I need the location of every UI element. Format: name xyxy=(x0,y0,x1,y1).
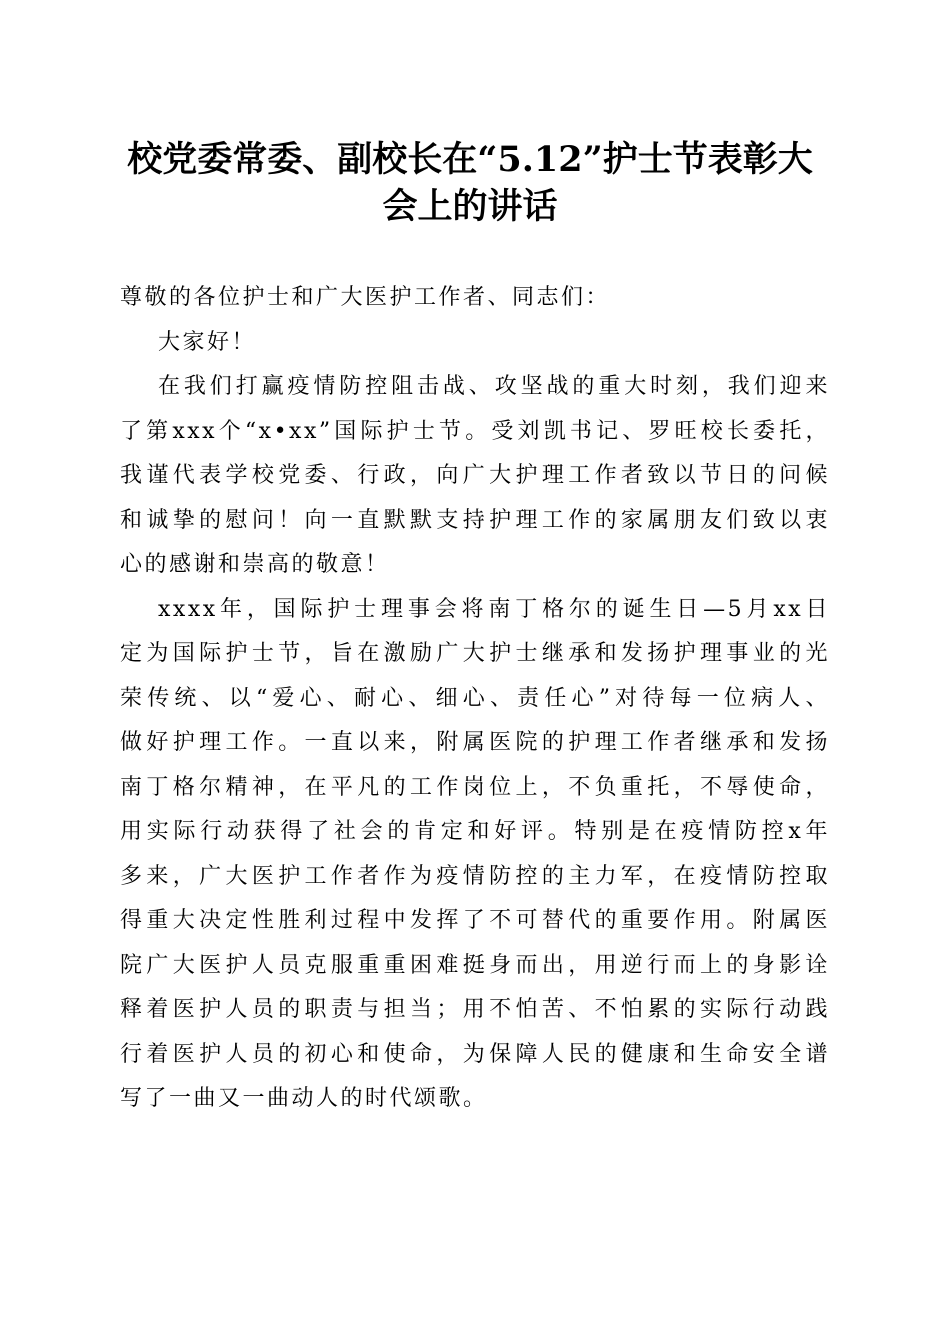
body-line: 行着医护人员的初心和使命，为保障人民的健康和生命安全谱 xyxy=(120,1041,830,1067)
body-line: 南丁格尔精神，在平凡的工作岗位上，不负重托，不辱使命， xyxy=(120,774,830,800)
body-line: 得重大决定性胜利过程中发挥了不可替代的重要作用。附属医 xyxy=(120,908,830,933)
title-line: 会上的讲话 xyxy=(382,186,558,227)
body-line: 院广大医护人员克服重重困难挺身而出，用逆行而上的身影诠 xyxy=(120,952,830,978)
body-line: 多来，广大医护工作者作为疫情防控的主力军，在疫情防控取 xyxy=(120,863,830,889)
body-line: 释着医护人员的职责与担当；用不怕苦、不怕累的实际行动践 xyxy=(120,997,830,1022)
title-line: 校党委常委、副校长在“5.12”护士节表彰大 xyxy=(127,139,813,180)
paragraph xyxy=(120,365,830,588)
document-title xyxy=(20,136,920,230)
body-line: 在我们打赢疫情防控阻击战、攻坚战的重大时刻，我们迎来 xyxy=(158,374,830,399)
body-line: 荣传统、以“爱心、耐心、细心、责任心”对待每一位病人、 xyxy=(120,685,830,711)
body-line: 做好护理工作。一直以来，附属医院的护理工作者继承和发扬 xyxy=(120,730,830,755)
salutation: 尊敬的各位护士和广大医护工作者、同志们： xyxy=(120,285,611,310)
greeting: 大家好！ xyxy=(158,329,257,355)
body-line: 心的感谢和崇高的敬意！ xyxy=(120,552,390,577)
document-body xyxy=(120,276,830,1122)
body-line: 了第xxx个“x•xx”国际护士节。受刘凯书记、罗旺校长委托， xyxy=(120,418,830,444)
body-line: 写了一曲又一曲动人的时代颂歌。 xyxy=(120,1086,488,1111)
body-line: 定为国际护士节，旨在激励广大护士继承和发扬护理事业的光 xyxy=(120,641,830,666)
body-line: xxxx年，国际护士理事会将南丁格尔的诞生日—5月xx日 xyxy=(158,596,830,622)
body-line: 用实际行动获得了社会的肯定和好评。特别是在疫情防控x年 xyxy=(120,819,830,844)
body-line: 我谨代表学校党委、行政，向广大护理工作者致以节日的问候 xyxy=(120,463,830,488)
paragraph xyxy=(120,588,830,1122)
body-line: 和诚挚的慰问！向一直默默支持护理工作的家属朋友们致以衷 xyxy=(120,507,830,533)
